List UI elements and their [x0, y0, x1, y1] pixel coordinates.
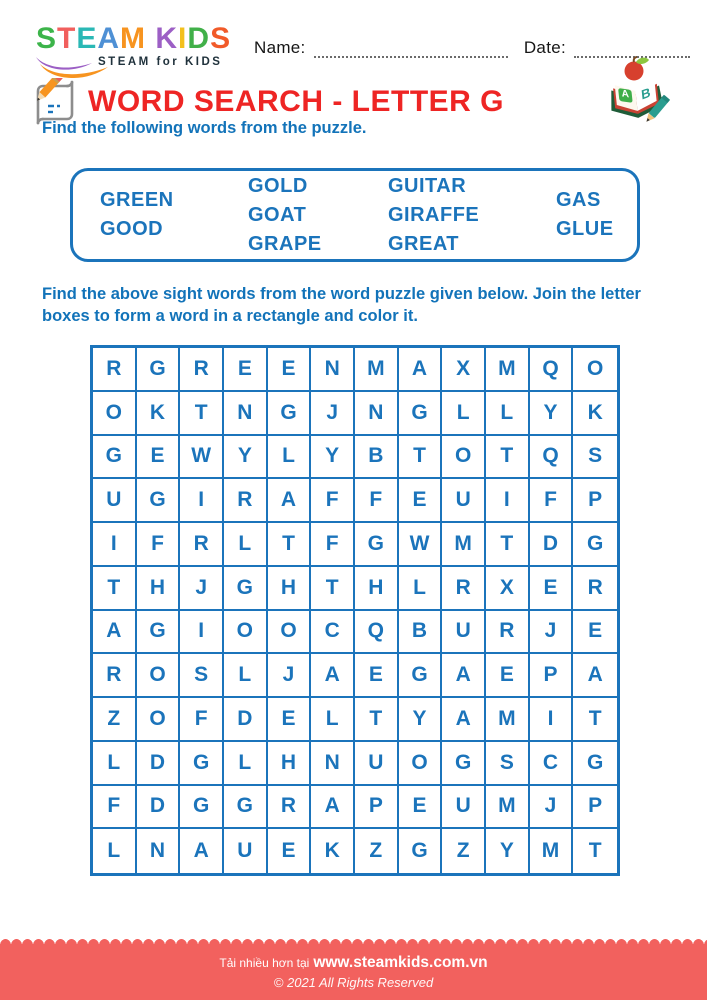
grid-cell[interactable]: R	[224, 479, 268, 523]
grid-cell[interactable]: E	[399, 786, 443, 830]
grid-cell[interactable]: O	[224, 611, 268, 655]
grid-cell[interactable]: O	[137, 698, 181, 742]
word-bank-item: GOAT	[248, 203, 307, 226]
grid-cell[interactable]: F	[311, 523, 355, 567]
grid-cell[interactable]: O	[93, 392, 137, 436]
grid-cell[interactable]: U	[442, 786, 486, 830]
grid-cell[interactable]: Z	[355, 829, 399, 873]
logo-letter	[146, 24, 155, 54]
abc-book-icon	[602, 56, 674, 128]
grid-cell[interactable]: G	[268, 392, 312, 436]
grid-cell[interactable]: R	[93, 348, 137, 392]
grid-cell[interactable]: M	[486, 786, 530, 830]
grid-cell[interactable]: T	[93, 567, 137, 611]
grid-cell[interactable]: G	[137, 348, 181, 392]
grid-cell[interactable]: B	[355, 436, 399, 480]
grid-cell[interactable]: L	[442, 392, 486, 436]
svg-text:B: B	[640, 84, 652, 103]
grid-cell[interactable]: P	[573, 786, 617, 830]
grid-cell[interactable]: N	[355, 392, 399, 436]
grid-cell[interactable]: T	[588, 839, 602, 863]
grid-cell[interactable]: D	[137, 786, 181, 830]
word-bank-column	[248, 174, 388, 255]
grid-cell[interactable]: E	[268, 348, 312, 392]
grid-cell[interactable]: A	[442, 698, 486, 742]
grid-cell[interactable]: E	[224, 348, 268, 392]
grid-cell[interactable]: A	[311, 786, 355, 830]
logo-swoosh-icon	[34, 56, 114, 78]
grid-cell[interactable]: J	[268, 654, 312, 698]
grid-cell[interactable]: O	[573, 348, 617, 392]
grid-cell[interactable]: O	[268, 611, 312, 655]
grid-cell[interactable]: L	[224, 654, 268, 698]
grid-cell[interactable]: Y	[530, 392, 574, 436]
grid-cell[interactable]: P	[573, 479, 617, 523]
grid-cell[interactable]: X	[486, 567, 530, 611]
grid-cell[interactable]: G	[399, 829, 443, 873]
grid-cell[interactable]: E	[137, 436, 181, 480]
grid-cell[interactable]: L	[93, 742, 137, 786]
grid-cell[interactable]: Y	[224, 436, 268, 480]
grid-cell[interactable]: Q	[355, 611, 399, 655]
grid-cell[interactable]: J	[530, 786, 574, 830]
grid-cell[interactable]: R	[486, 611, 530, 655]
grid-cell[interactable]: G	[137, 479, 181, 523]
word-bank-item: GREAT	[388, 232, 460, 255]
grid-cell[interactable]: T	[268, 523, 312, 567]
grid-cell[interactable]: G	[180, 786, 224, 830]
grid-cell[interactable]: T	[311, 567, 355, 611]
word-bank-item: GAS	[556, 189, 601, 211]
grid-cell[interactable]: A	[442, 654, 486, 698]
grid-cell[interactable]: G	[224, 786, 268, 830]
grid-cell[interactable]: U	[93, 479, 137, 523]
grid-cell[interactable]: P	[530, 654, 574, 698]
grid-cell[interactable]: G	[399, 654, 443, 698]
word-bank-item: GREEN	[100, 189, 174, 211]
instruction-text: Find the above sight words from the word puzzle given below. Join the letter boxes to form a word in a rectangle and color it.	[42, 285, 641, 325]
word-bank-item: GOOD	[100, 218, 164, 240]
grid-cell[interactable]: U	[442, 611, 486, 655]
grid-cell[interactable]: H	[268, 567, 312, 611]
grid-cell[interactable]: C	[311, 611, 355, 655]
grid-cell[interactable]: M	[442, 523, 486, 567]
grid-cell[interactable]: B	[399, 611, 443, 655]
page-title: WORD SEARCH - LETTER G	[88, 85, 504, 118]
grid-cell[interactable]: N	[224, 392, 268, 436]
grid-cell[interactable]: U	[355, 742, 399, 786]
grid-cell[interactable]: J	[180, 567, 224, 611]
subtitle: Find the following words from the puzzle.	[42, 119, 367, 137]
grid-cell[interactable]: D	[530, 523, 574, 567]
grid-cell[interactable]: O	[137, 654, 181, 698]
grid-cell[interactable]: L	[224, 523, 268, 567]
grid-cell[interactable]: A	[399, 348, 443, 392]
grid-cell[interactable]: F	[137, 523, 181, 567]
grid-cell[interactable]: E	[355, 654, 399, 698]
puzzle-grid	[90, 345, 620, 876]
grid-cell[interactable]: C	[530, 742, 574, 786]
grid-cell[interactable]: G	[573, 742, 617, 786]
grid-cell[interactable]: R	[268, 786, 312, 830]
logo-letter: S	[210, 22, 232, 55]
grid-cell[interactable]: A	[180, 829, 224, 873]
grid-cell[interactable]: J	[530, 611, 574, 655]
grid-cell[interactable]: G	[573, 523, 617, 567]
grid-cell[interactable]: L	[486, 392, 530, 436]
logo-wordmark	[36, 24, 231, 54]
logo-letter: E	[76, 22, 98, 55]
footer-copyright: © 2021 All Rights Reserved	[273, 975, 434, 990]
grid-cell[interactable]: Z	[442, 829, 486, 873]
footer-prefix: Tải nhiều hơn tại	[219, 956, 310, 970]
grid-cell[interactable]: E	[268, 698, 312, 742]
word-bank-column	[388, 174, 556, 255]
word-bank	[70, 168, 640, 262]
grid-cell[interactable]: O	[399, 742, 443, 786]
word-bank-item: GIRAFFE	[388, 203, 480, 226]
grid-cell[interactable]: X	[442, 348, 486, 392]
grid-cell[interactable]: T	[573, 698, 617, 742]
grid-cell[interactable]: G	[355, 523, 399, 567]
grid-cell[interactable]: T	[180, 392, 224, 436]
grid-cell[interactable]: Q	[530, 436, 574, 480]
grid-cell[interactable]: N	[137, 829, 181, 873]
svg-text:A: A	[621, 88, 630, 101]
grid-cell[interactable]: P	[355, 786, 399, 830]
logo-letter: T	[57, 22, 77, 55]
grid-cell[interactable]: E	[399, 479, 443, 523]
grid-cell[interactable]: L	[399, 567, 443, 611]
grid-cell[interactable]: M	[486, 348, 530, 392]
grid-cell[interactable]: G	[93, 436, 137, 480]
word-bank-item: GRAPE	[248, 232, 322, 255]
date-label: Date:	[523, 38, 566, 57]
logo-letter: D	[187, 22, 211, 55]
grid-cell[interactable]: E	[268, 829, 312, 873]
word-bank-item: GOLD	[248, 174, 308, 197]
logo-letter: K	[155, 22, 179, 55]
footer-scallop-edge	[0, 939, 707, 945]
grid-cell[interactable]: I	[93, 523, 137, 567]
grid-cell[interactable]: R	[180, 523, 224, 567]
grid-cell[interactable]: F	[180, 698, 224, 742]
grid-cell[interactable]: I	[530, 698, 574, 742]
logo-tagline: STEAM for KIDS	[98, 56, 223, 68]
grid-cell[interactable]: U	[224, 829, 268, 873]
logo-letter: I	[178, 22, 188, 55]
grid-cell[interactable]: W	[399, 523, 443, 567]
grid-cell[interactable]: S	[573, 436, 617, 480]
grid-cell[interactable]: Y	[399, 698, 443, 742]
grid-cell[interactable]: H	[137, 567, 181, 611]
grid-cell[interactable]: R	[442, 567, 486, 611]
grid-cell[interactable]: G	[180, 742, 224, 786]
grid-cell[interactable]: L	[93, 829, 137, 873]
grid-cell[interactable]: G	[137, 611, 181, 655]
grid-cell[interactable]: E	[530, 567, 574, 611]
grid-cell[interactable]: D	[224, 698, 268, 742]
name-input-line[interactable]	[314, 43, 508, 58]
steamkids-logo	[36, 24, 231, 68]
grid-cell[interactable]: N	[311, 348, 355, 392]
grid-cell[interactable]: F	[355, 479, 399, 523]
grid-cell[interactable]: F	[311, 479, 355, 523]
grid-cell[interactable]: H	[268, 742, 312, 786]
grid-cell[interactable]: F	[530, 479, 574, 523]
grid-cell[interactable]: A	[573, 654, 617, 698]
grid-cell[interactable]: R	[93, 654, 137, 698]
grid-cell[interactable]: W	[180, 436, 224, 480]
grid-cell[interactable]: I	[486, 479, 530, 523]
grid-cell[interactable]: G	[442, 742, 486, 786]
grid-cell[interactable]: L	[268, 436, 312, 480]
grid-cell[interactable]: E	[486, 654, 530, 698]
grid-cell[interactable]: D	[137, 742, 181, 786]
grid-cell[interactable]: A	[268, 479, 312, 523]
footer-url[interactable]: www.steamkids.com.vn	[313, 954, 488, 971]
grid-cell[interactable]: Y	[311, 436, 355, 480]
logo-letter: A	[97, 22, 121, 55]
grid-cell[interactable]: L	[224, 742, 268, 786]
grid-cell[interactable]: Z	[93, 698, 137, 742]
grid-cell[interactable]: T	[486, 436, 530, 480]
grid-cell[interactable]: U	[442, 479, 486, 523]
name-date-row	[254, 38, 690, 58]
grid-cell[interactable]: I	[180, 479, 224, 523]
grid-cell[interactable]: S	[180, 654, 224, 698]
grid-cell[interactable]: L	[311, 698, 355, 742]
grid-cell[interactable]: E	[573, 611, 617, 655]
grid-cell[interactable]: N	[311, 742, 355, 786]
grid-cell[interactable]: M	[530, 829, 574, 873]
footer	[0, 945, 707, 1000]
grid-cell[interactable]: T	[399, 436, 443, 480]
logo-letter: M	[120, 22, 147, 55]
grid-cell[interactable]: K	[311, 829, 355, 873]
grid-cell[interactable]: R	[180, 348, 224, 392]
word-bank-column	[556, 177, 614, 253]
grid-cell[interactable]: J	[311, 392, 355, 436]
name-label: Name:	[254, 38, 306, 57]
word-bank-item: GUITAR	[388, 174, 467, 197]
grid-cell[interactable]: F	[93, 786, 137, 830]
grid-cell[interactable]: T	[486, 523, 530, 567]
grid-cell[interactable]: K	[573, 392, 617, 436]
grid-cell[interactable]: S	[486, 742, 530, 786]
word-bank-column	[100, 177, 248, 253]
word-bank-item: GLUE	[556, 218, 614, 240]
grid-cell[interactable]: M	[486, 698, 530, 742]
grid-cell[interactable]: I	[180, 611, 224, 655]
grid-cell[interactable]: Y	[486, 829, 530, 873]
grid-cell[interactable]: G	[224, 567, 268, 611]
grid-cell[interactable]: M	[355, 348, 399, 392]
grid-cell[interactable]: Q	[530, 348, 574, 392]
grid-cell[interactable]: O	[442, 436, 486, 480]
grid-cell[interactable]: T	[355, 698, 399, 742]
grid-cell[interactable]: H	[355, 567, 399, 611]
grid-cell[interactable]: G	[399, 392, 443, 436]
grid-cell[interactable]: K	[137, 392, 181, 436]
logo-letter: S	[36, 22, 58, 55]
grid-cell[interactable]: R	[573, 567, 617, 611]
grid-cell[interactable]: A	[311, 654, 355, 698]
grid-cell[interactable]: A	[93, 611, 137, 655]
